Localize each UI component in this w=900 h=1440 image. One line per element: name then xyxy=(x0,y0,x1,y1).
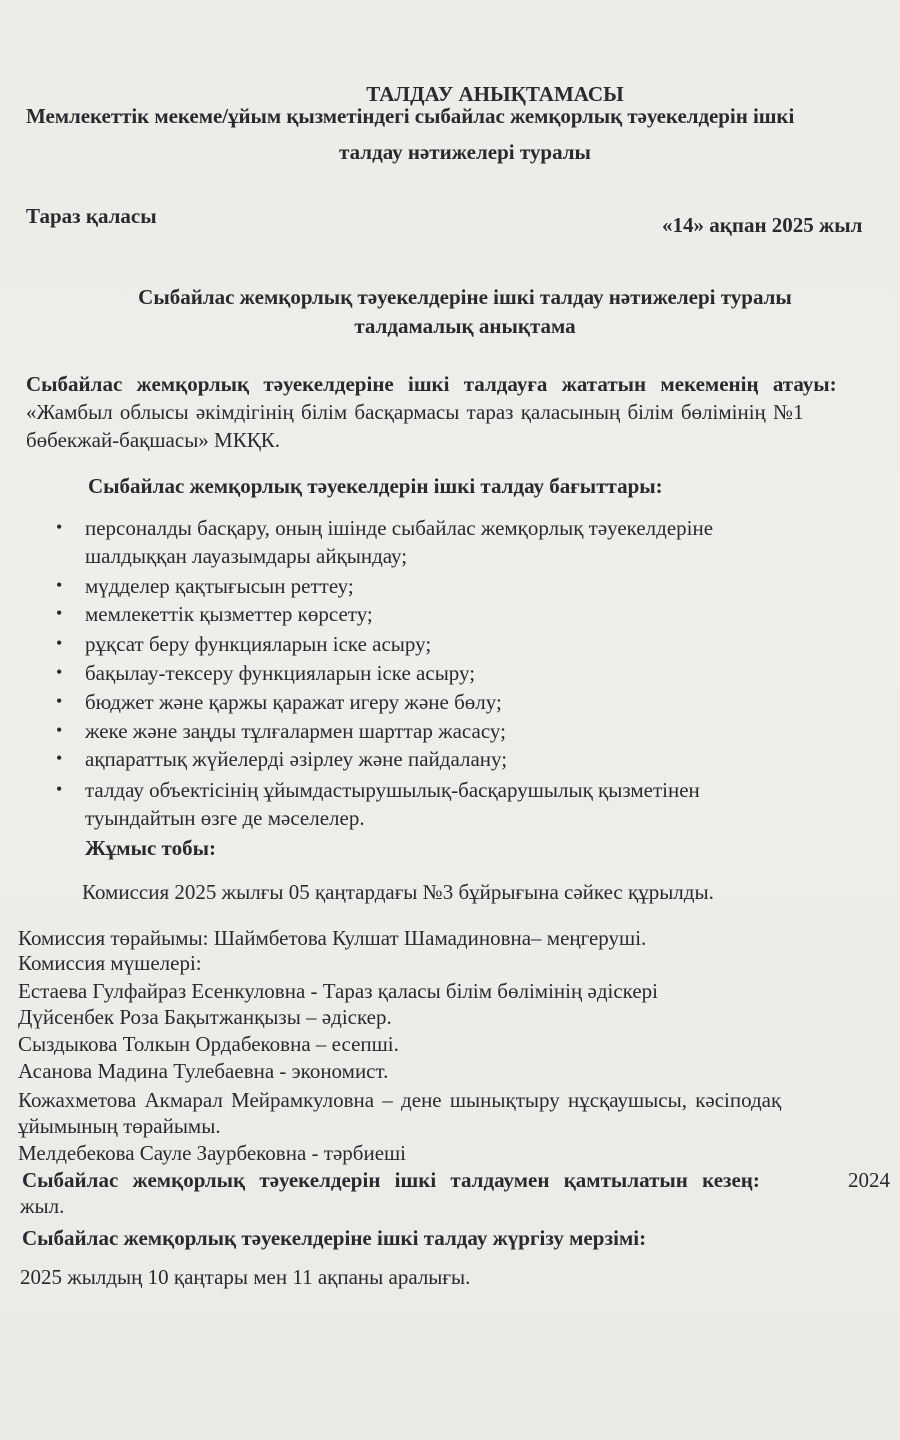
list-item-text: жеке және заңды тұлғалармен шарттар жасасу; xyxy=(85,719,506,743)
list-item-text: рұқсат беру функцияларын іске асыру; xyxy=(85,632,432,656)
period-value: 2024 xyxy=(848,1168,890,1192)
document-subtitle-line1: Мемлекеттік мекеме/ұйым қызметіндегі сыбайлас жемқорлық тәуекелдерін ішкі xyxy=(26,104,795,128)
bullet-icon: • xyxy=(56,575,63,595)
bullet-icon: • xyxy=(56,603,63,623)
commission-members-label: Комиссия мүшелері: xyxy=(18,951,202,975)
list-item-text: персоналды басқару, оның ішінде сыбайлас жемқорлық тәуекелдеріне xyxy=(85,516,714,540)
commission-chair: Комиссия төрайымы: Шаймбетова Кулшат Шамадиновна– меңгеруші. xyxy=(18,926,647,950)
list-item: Асанова Мадина Тулебаевна - экономист. xyxy=(18,1059,389,1083)
bullet-icon: • xyxy=(56,691,63,711)
bullet-icon: • xyxy=(56,720,63,740)
list-item: ұйымының төрайымы. xyxy=(18,1114,221,1138)
bullet-icon: • xyxy=(56,748,63,768)
list-item: Естаева Гулфайраз Есенкуловна - Тараз қаласы білім бөлімінің әдіскері xyxy=(18,979,658,1003)
section-title-line1: Сыбайлас жемқорлық тәуекелдеріне ішкі талдау нәтижелері туралы xyxy=(138,285,792,309)
term-value: 2025 жылдың 10 қаңтары мен 11 ақпаны аралығы. xyxy=(20,1265,471,1289)
bullet-icon: • xyxy=(56,662,63,682)
list-item: Дүйсенбек Роза Бақытжанқызы – әдіскер. xyxy=(18,1005,392,1029)
institution-name-line2: бөбекжай-бақшасы» МКҚК. xyxy=(26,428,280,452)
document-subtitle-line2: талдау нәтижелері туралы xyxy=(339,140,591,164)
list-item-text: бақылау-тексеру функцияларын іске асыру; xyxy=(85,661,476,685)
period-value-line2: жыл. xyxy=(20,1194,65,1218)
bullet-icon: • xyxy=(56,517,63,537)
list-item-text: ақпараттық жүйелерді әзірлеу және пайдалану; xyxy=(85,747,508,771)
period-label: Сыбайлас жемқорлық тәуекелдерін ішкі талдаумен қамтылатын кезең: xyxy=(22,1168,760,1192)
list-item-text: туындайтын өзге де мәселелер. xyxy=(85,806,365,830)
document-title: ТАЛДАУ АНЫҚТАМАСЫ xyxy=(366,82,624,106)
bullet-icon: • xyxy=(56,633,63,653)
institution-name-line1: «Жамбыл облысы әкімдігінің білім басқармасы тараз қаласының білім бөлімінің №1 xyxy=(26,400,804,424)
list-item: Кожахметова Акмарал Мейрамкуловна – дене шынықтыру нұсқаушысы, кәсіподақ xyxy=(18,1088,782,1112)
directions-heading: Сыбайлас жемқорлық тәуекелдерін ішкі талдау бағыттары: xyxy=(88,474,663,498)
institution-label: Сыбайлас жемқорлық тәуекелдеріне ішкі талдауға жататын мекеменің атауы: xyxy=(26,372,837,396)
list-item-text: шалдыққан лауазымдары айқындау; xyxy=(85,544,408,568)
document-date: «14» ақпан 2025 жыл xyxy=(662,213,863,237)
list-item-text: талдау объектісінің ұйымдастырушылық-басқарушылық қызметінен xyxy=(85,778,700,802)
bullet-icon: • xyxy=(56,779,63,799)
commission-order: Комиссия 2025 жылғы 05 қаңтардағы №3 бұйрығына сәйкес құрылды. xyxy=(82,880,714,904)
list-item-text: мүдделер қақтығысын реттеу; xyxy=(85,574,354,598)
term-label: Сыбайлас жемқорлық тәуекелдеріне ішкі талдау жүргізу мерзімі: xyxy=(22,1226,647,1250)
place-label: Тараз қаласы xyxy=(26,204,157,228)
list-item: Мелдебекова Сауле Заурбековна - тәрбиеші xyxy=(18,1141,407,1165)
workgroup-heading: Жұмыс тобы: xyxy=(85,836,216,860)
list-item-text: мемлекеттік қызметтер көрсету; xyxy=(85,602,373,626)
section-title-line2: талдамалық анықтама xyxy=(354,314,576,338)
list-item-text: бюджет және қаржы қаражат игеру және бөлу; xyxy=(85,690,502,714)
list-item: Сыздыкова Толкын Ордабековна – есепші. xyxy=(18,1032,399,1056)
